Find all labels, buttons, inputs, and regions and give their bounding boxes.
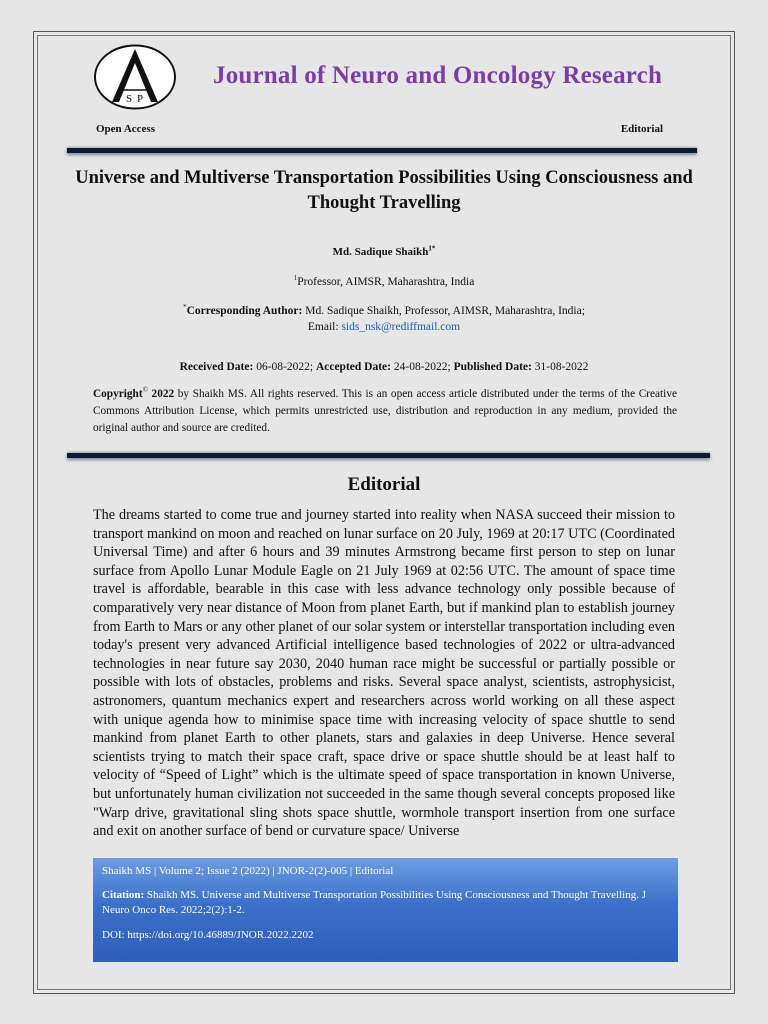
corr-label: Corresponding Author: (186, 305, 303, 317)
footer-doi[interactable]: DOI: https://doi.org/10.46889/JNOR.2022.2202 (102, 929, 314, 941)
email-link[interactable]: sids_nsk@rediffmail.com (341, 321, 461, 333)
author-line (0, 246, 768, 258)
article-type-label: Editorial (620, 123, 663, 135)
affiliation-text: Professor, AIMSR, Maharashtra, India (297, 276, 475, 288)
copyright-label: Copyright (93, 388, 143, 400)
corr-superscript: * (183, 303, 187, 312)
header-divider (67, 148, 697, 153)
footer-citation (102, 888, 669, 918)
author-superscript: 1* (428, 244, 436, 253)
section-divider (67, 453, 710, 458)
open-access-label: Open Access (96, 123, 155, 135)
logo-letter-s: S (126, 93, 133, 105)
corresponding-author-block (60, 303, 708, 335)
author-name: Md. Sadique Shaikh (332, 246, 429, 258)
paper-title: Universe and Multiverse Transportation Possibilities Using Consciousness and Thought Travelling (75, 168, 693, 213)
citation-footer (93, 858, 678, 962)
email-label: Email: (307, 321, 342, 333)
affiliation-line (0, 276, 768, 288)
accepted-date: 24-08-2022; (390, 361, 454, 373)
copyright-text: by Shaikh MS. All rights reserved. This is an open access article distributed under the terms of the Creative Commons Attribution License, which permits unrestricted use, distribution and reproduction in any medium, provided the original author and source are credited. (93, 388, 677, 434)
citation-label: Citation: (102, 889, 145, 901)
journal-logo (93, 44, 177, 110)
section-heading: Editorial (347, 474, 421, 495)
received-label: Received Date: (179, 361, 254, 373)
copyright-year: 2022 (147, 388, 175, 400)
copyright-symbol: © (142, 386, 148, 395)
accepted-label: Accepted Date: (315, 361, 391, 373)
body-paragraph: The dreams started to come true and journey started into reality when NASA succeed their mission to transport mankind on moon and reached on lunar surface on 20 July, 1969 at 20:17 UTC (Coordinated Universal Time) and after 6 hours and 39 minutes Armstrong became first person to step on lunar surface from Apollo Lunar Module Eagle on 21 July 1969 at 02:56 UTC. The amount of space time travel is affordable, bearable in this case with less advance technology only possible because of comparatively very near distance of Moon from planet Earth, but if mankind plan to establish journey from Earth to Mars or any other planet of our solar system or interstellar transportation including even today's present very advanced Artificial intelligence based technologies of 2022 or ultra-advanced technologies in near future say 2030, 2040 human race might be successful or partially possible or possible with lots of obstacles, problems and risks. Several space analyst, scientists, astrophysicist, astronomers, quantum mechanics expert and researchers across world working on all these aspect with unique agenda how to minimise space time with increasing velocity of space shuttle to send mankind from planet Earth to other planets, stars and galaxies in deep Universe. Hence several scientists trying to match their space craft, space drive or space shuttle should be at least half to velocity of “Speed of Light” which is the ultimate speed of space transportation in known Universe, but unfortunately human civilization not succeeded in the same though several concepts proposed like "Warp drive, gravitational sling shots space shuttle, wormhole transport insertion from one surface and exit on another surface of bend or curvature space/ Universe (93, 507, 675, 840)
journal-title[interactable]: Journal of Neuro and Oncology Research (213, 62, 663, 89)
corr-text: Md. Sadique Shaikh, Professor, AIMSR, Maharashtra, India; (302, 305, 585, 317)
published-date: 31-08-2022 (531, 361, 589, 373)
footer-meta: Shaikh MS | Volume 2; Issue 2 (2022) | JNOR-2(2)-005 | Editorial (102, 865, 394, 877)
received-date: 06-08-2022; (253, 361, 316, 373)
citation-text: Shaikh MS. Universe and Multiverse Transportation Possibilities Using Consciousness and Thought Travelling. J Neuro Onco Res. 2022;2(2):1-2. (102, 889, 647, 916)
dates-line (0, 361, 768, 373)
published-label: Published Date: (453, 361, 532, 373)
affiliation-superscript: 1 (293, 274, 298, 283)
copyright-notice (93, 386, 677, 437)
logo-letter-p: P (137, 93, 144, 105)
